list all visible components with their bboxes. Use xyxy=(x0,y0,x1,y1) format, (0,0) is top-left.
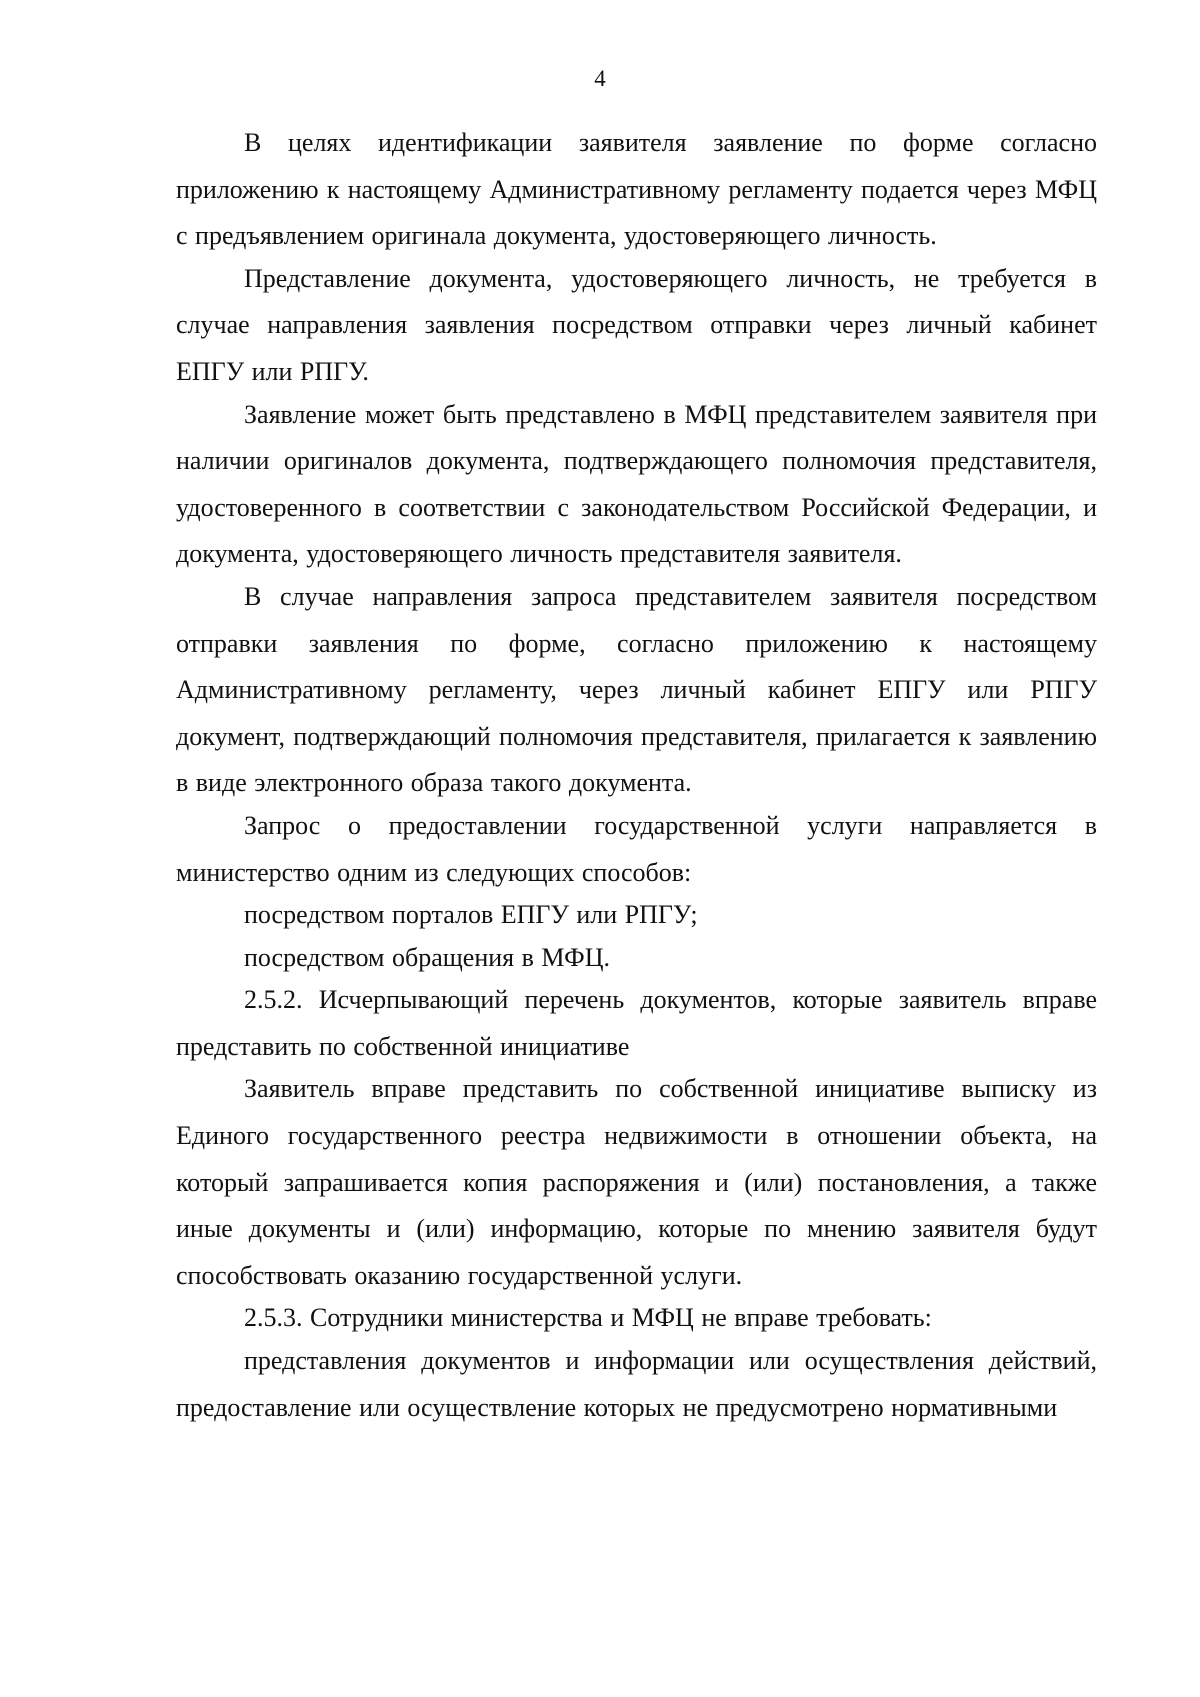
paragraph-representative: Заявление может быть представлено в МФЦ представителем заявителя при наличии оригиналов документа, подтверждающего полномочия представителя, удостоверенного в соответствии с законодательством Российской Федерации, и документа, удостоверяющего личность представителя заявителя. xyxy=(176,399,1097,569)
document-body xyxy=(176,120,1097,1431)
paragraph-own-initiative: Заявитель вправе представить по собственной инициативе выписку из Единого государственного реестра недвижимости в отношении объекта, на который запрашивается копия распоряжения и (или) постановления, а также иные документы и (или) информацию, которые по мнению заявителя будут способствовать оказанию государственной услуги. xyxy=(176,1074,1097,1290)
section-heading-2-5-3: 2.5.3. Сотрудники министерства и МФЦ не вправе требовать: xyxy=(244,1303,932,1333)
paragraph-identification: В целях идентификации заявителя заявление по форме согласно приложению к настоящему Административному регламенту подается через МФЦ с предъявлением оригинала документа, удостоверяющего личность. xyxy=(176,128,1097,251)
section-heading-2-5-2: 2.5.2. Исчерпывающий перечень документов, которые заявитель вправе представить по собственной инициативе xyxy=(176,985,1097,1061)
page-number: 4 xyxy=(594,66,606,91)
paragraph-identity-document: Представление документа, удостоверяющего личность, не требуется в случае направления заявления посредством отправки через личный кабинет ЕПГУ или РПГУ. xyxy=(176,263,1097,386)
paragraph-not-required: представления документов и информации или осуществления действий, предоставление или осуществление которых не предусмотрено нормативными xyxy=(176,1346,1097,1422)
list-item-mfc: посредством обращения в МФЦ. xyxy=(244,942,610,972)
list-item-portals: посредством порталов ЕПГУ или РПГУ; xyxy=(244,900,698,930)
paragraph-request-methods: Запрос о предоставлении государственной услуги направляется в министерство одним из следующих способов: xyxy=(176,810,1097,887)
paragraph-representative-request: В случае направления запроса представителем заявителя посредством отправки заявления по форме, согласно приложению к настоящему Административному регламенту, через личный кабинет ЕПГУ или РПГУ документ, подтверждающий полномочия представителя, прилагается к заявлению в виде электронного образа такого документа. xyxy=(176,581,1097,798)
